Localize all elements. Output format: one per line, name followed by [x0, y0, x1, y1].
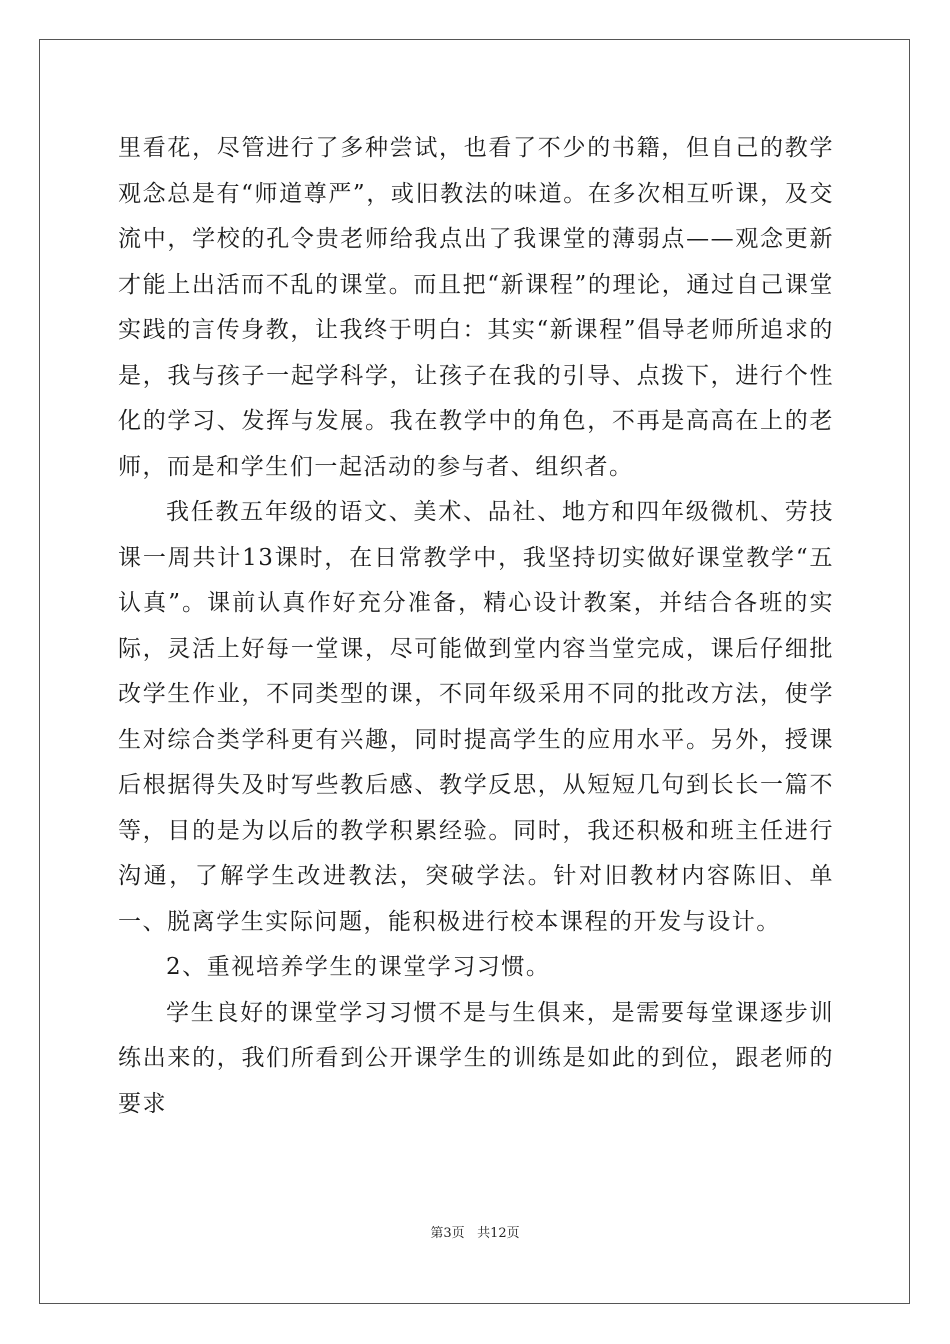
- document-body: [118, 126, 834, 1127]
- page-number: 第3页: [430, 1226, 465, 1241]
- section-heading: 2、重视培养学生的课堂学习习惯。: [166, 954, 551, 980]
- paragraph-1: 里看花，尽管进行了多种尝试，也看了不少的书籍，但自己的教学观念总是有“师道尊严”，或旧教法的味道。在多次相互听课，及交流中，学校的孔令贵老师给我点出了我课堂的薄弱点——观念更新才能上出活而不乱的课堂。而且把“新课程”的理论，通过自己课堂实践的言传身教，让我终于明白：其实“新课程”倡导老师所追求的是，我与孩子一起学科学，让孩子在我的引导、点拨下，进行个性化的学习、发挥与发展。我在教学中的角色，不再是高高在上的老师，而是和学生们一起活动的参与者、组织者。: [118, 135, 834, 480]
- paragraph-2: 我任教五年级的语文、美术、品社、地方和四年级微机、劳技课一周共计13课时，在日常教学中，我坚持切实做好课堂教学“五认真”。课前认真作好充分准备，精心设计教案，并结合各班的实际，灵活上好每一堂课，尽可能做到堂内容当堂完成，课后仔细批改学生作业，不同类型的课，不同年级采用不同的批改方法，使学生对综合类学科更有兴趣，同时提高学生的应用水平。另外，授课后根据得失及时写些教后感、教学反思，从短短几句到长长一篇不等，目的是为以后的教学积累经验。同时，我还积极和班主任进行沟通，了解学生改进教法，突破学法。针对旧教材内容陈旧、单一、脱离学生实际问题，能积极进行校本课程的开发与设计。: [118, 499, 834, 935]
- page-total: 共12页: [477, 1226, 520, 1241]
- paragraph-3: 学生良好的课堂学习习惯不是与生俱来，是需要每堂课逐步训练出来的，我们所看到公开课学生的训练是如此的到位，跟老师的要求: [118, 999, 834, 1117]
- page-footer: [0, 1222, 950, 1241]
